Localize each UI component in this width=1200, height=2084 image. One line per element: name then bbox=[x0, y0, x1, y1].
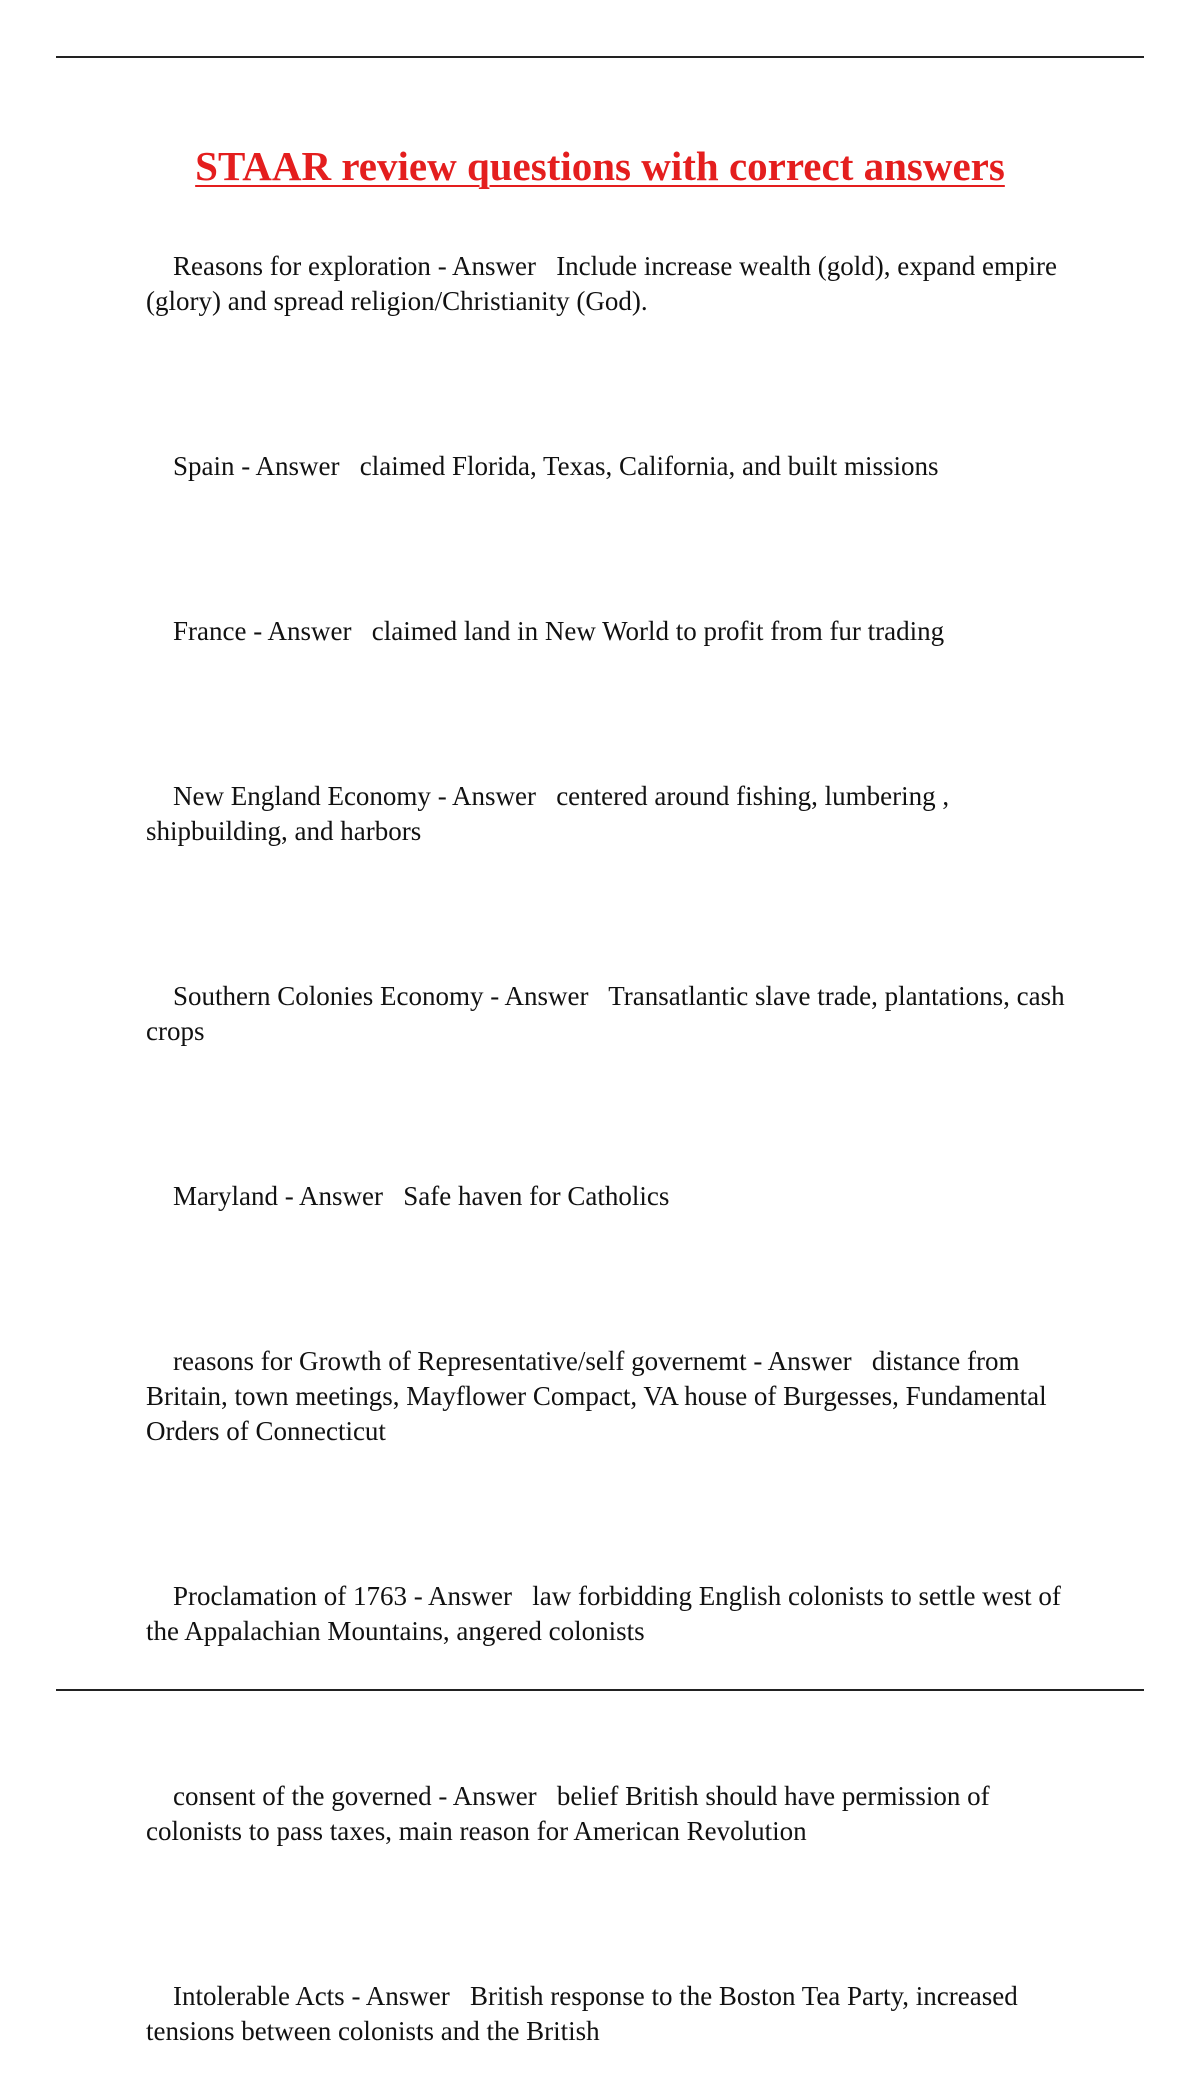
bottom-rule bbox=[56, 1689, 1144, 1691]
qa-entry: France - Answer claimed land in New World to profit from fur trading bbox=[173, 616, 945, 646]
qa-entry: Maryland - Answer Safe haven for Catholics bbox=[173, 1181, 670, 1211]
entry-answer-label: Answer bbox=[365, 1981, 450, 2011]
entry-answer: centered around fishing, lumbering , shipbuilding, and harbors bbox=[146, 781, 956, 846]
top-rule bbox=[56, 56, 1144, 58]
entry-term: Intolerable Acts bbox=[173, 1981, 345, 2011]
entry-term: Southern Colonies Economy bbox=[173, 981, 484, 1011]
entry-answer: claimed Florida, Texas, California, and built missions bbox=[359, 451, 939, 481]
entry-answer: Include increase wealth (gold), expand empire (glory) and spread religion/Christianity (God). bbox=[146, 251, 1064, 316]
qa-entry: consent of the governed - Answer belief British should have permission of colonists to pass taxes, main reason for American Revolution bbox=[146, 1781, 997, 1846]
qa-entry: Reasons for exploration - Answer Include increase wealth (gold), expand empire (glory) and spread religion/Christianity (God). bbox=[146, 251, 1064, 316]
entry-answer-label: Answer bbox=[298, 1181, 383, 1211]
entry-answer: Safe haven for Catholics bbox=[403, 1181, 670, 1211]
entry-answer-label: Answer bbox=[767, 1346, 852, 1376]
qa-entry: Spain - Answer claimed Florida, Texas, California, and built missions bbox=[173, 451, 939, 481]
entry-answer-label: Answer bbox=[451, 251, 536, 281]
entry-term: France bbox=[173, 616, 247, 646]
entry-answer-label: Answer bbox=[451, 781, 536, 811]
page-title: STAAR review questions with correct answers bbox=[195, 143, 1005, 189]
entry-term: reasons for Growth of Representative/self governemt bbox=[173, 1346, 747, 1376]
entry-answer: British response to the Boston Tea Party, increased tensions between colonists and the British bbox=[146, 1981, 1025, 2046]
qa-entry: reasons for Growth of Representative/self governemt - Answer distance from Britain, town meetings, Mayflower Compact, VA house of Burgesses, Fundamental Orders of Connecticut bbox=[146, 1346, 1054, 1446]
entry-answer: distance from Britain, town meetings, Mayflower Compact, VA house of Burgesses, Fundamental Orders of Connecticut bbox=[146, 1346, 1054, 1446]
entry-answer: claimed land in New World to profit from fur trading bbox=[371, 616, 945, 646]
entry-answer: belief British should have permission of colonists to pass taxes, main reason for American Revolution bbox=[146, 1781, 997, 1846]
entry-answer-label: Answer bbox=[427, 1581, 512, 1611]
qa-entry: Intolerable Acts - Answer British response to the Boston Tea Party, increased tensions between colonists and the British bbox=[146, 1981, 1025, 2046]
qa-entry: Proclamation of 1763 - Answer law forbidding English colonists to settle west of the Appalachian Mountains, angered colonists bbox=[146, 1581, 1068, 1646]
entry-term: Maryland bbox=[173, 1181, 278, 1211]
entry-answer-label: Answer bbox=[255, 451, 340, 481]
entry-answer-label: Answer bbox=[267, 616, 352, 646]
entry-answer: law forbidding English colonists to settle west of the Appalachian Mountains, angered colonists bbox=[146, 1581, 1068, 1646]
entry-term: consent of the governed bbox=[173, 1781, 432, 1811]
entry-term: Spain bbox=[173, 451, 235, 481]
qa-list bbox=[146, 214, 1086, 2084]
entry-answer-label: Answer bbox=[452, 1781, 537, 1811]
qa-entry: Southern Colonies Economy - Answer Transatlantic slave trade, plantations, cash crops bbox=[146, 981, 1072, 1046]
entry-answer: Transatlantic slave trade, plantations, cash crops bbox=[146, 981, 1072, 1046]
qa-entry: New England Economy - Answer centered around fishing, lumbering , shipbuilding, and harbors bbox=[146, 781, 956, 846]
entry-term: Proclamation of 1763 bbox=[173, 1581, 407, 1611]
entry-term: Reasons for exploration bbox=[173, 251, 431, 281]
entry-term: New England Economy bbox=[173, 781, 431, 811]
entry-answer-label: Answer bbox=[504, 981, 589, 1011]
